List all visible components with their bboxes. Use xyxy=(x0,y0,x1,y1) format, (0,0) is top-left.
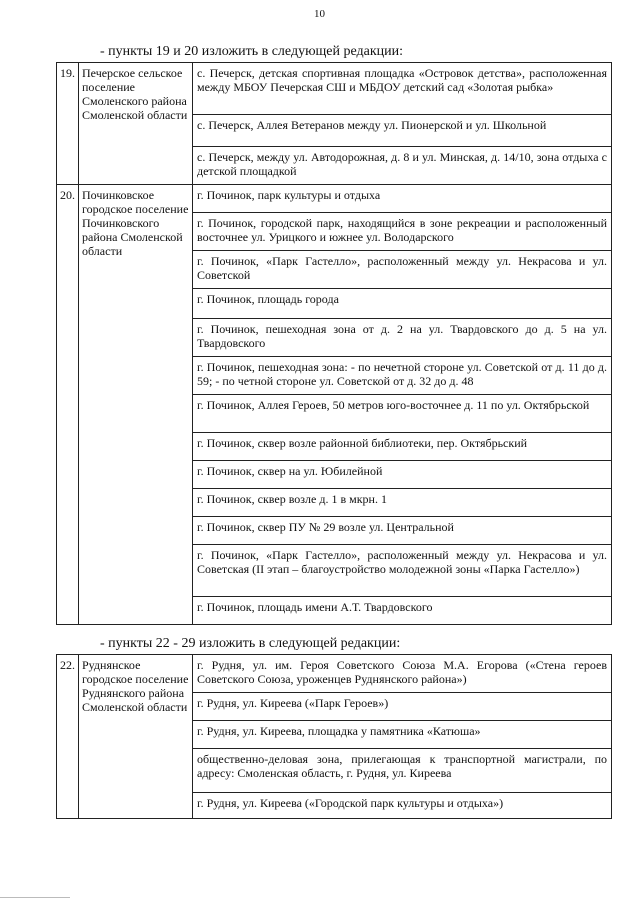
location-cell: г. Рудня, ул. Киреева («Парк Героев») xyxy=(193,693,612,721)
location-cell: с. Печерск, между ул. Автодорожная, д. 8 и ул. Минская, д. 14/10, зона отдыха с детской площадкой xyxy=(193,147,612,185)
location-cell: г. Починок, сквер ПУ № 29 возле ул. Центральной xyxy=(193,517,612,545)
municipality-name: Печерское сельское поселение Смоленского района Смоленской области xyxy=(79,63,193,185)
location-cell: общественно-деловая зона, прилегающая к транспортной магистрали, по адресу: Смоленская область, г. Рудня, ул. Киреева xyxy=(193,749,612,793)
page-bottom-rule xyxy=(0,897,70,898)
location-cell: г. Починок, сквер на ул. Юбилейной xyxy=(193,461,612,489)
location-cell: г. Починок, пешеходная зона: - по нечетной стороне ул. Советской от д. 11 до д. 59; - по четной стороне ул. Советской от д. 32 до д. 48 xyxy=(193,357,612,395)
table-row xyxy=(57,655,612,693)
location-cell: г. Рудня, ул. Киреева, площадка у памятника «Катюша» xyxy=(193,721,612,749)
table-row xyxy=(57,63,612,115)
table-row xyxy=(57,185,612,213)
location-cell: г. Починок, парк культуры и отдыха xyxy=(193,185,612,213)
item-number: 19. xyxy=(57,63,79,185)
location-cell: г. Починок, площадь города xyxy=(193,289,612,319)
location-cell: с. Печерск, Аллея Ветеранов между ул. Пионерской и ул. Школьной xyxy=(193,115,612,147)
location-cell: с. Печерск, детская спортивная площадка «Островок детства», расположенная между МБОУ Печерская СШ и МБДОУ детский сад «Золотая рыбка» xyxy=(193,63,612,115)
amendment-instruction: - пункты 19 и 20 изложить в следующей редакции: xyxy=(100,44,404,59)
municipality-name: Починковское городское поселение Починковского района Смоленской области xyxy=(79,185,193,625)
municipality-name: Руднянское городское поселение Руднянского района Смоленской области xyxy=(79,655,193,819)
location-cell: г. Починок, Аллея Героев, 50 метров юго-восточнее д. 11 по ул. Октябрьской xyxy=(193,395,612,433)
location-cell: г. Починок, сквер возле д. 1 в мкрн. 1 xyxy=(193,489,612,517)
location-cell: г. Починок, городской парк, находящийся в зоне рекреации и расположенный восточнее ул. Урицкого и южнее ул. Володарского xyxy=(193,213,612,251)
amendment-instruction: - пункты 22 - 29 изложить в следующей редакции: xyxy=(100,636,401,651)
page-number: 10 xyxy=(314,8,325,20)
regulation-table xyxy=(56,654,612,819)
location-cell: г. Починок, «Парк Гастелло», расположенный между ул. Некрасова и ул. Советская (II этап – благоустройство молодежной зоны «Парка Гастелло») xyxy=(193,545,612,597)
item-number: 22. xyxy=(57,655,79,819)
location-cell: г. Починок, площадь имени А.Т. Твардовского xyxy=(193,597,612,625)
location-cell: г. Починок, сквер возле районной библиотеки, пер. Октябрьский xyxy=(193,433,612,461)
location-cell: г. Починок, «Парк Гастелло», расположенный между ул. Некрасова и ул. Советской xyxy=(193,251,612,289)
regulation-table xyxy=(56,62,612,625)
location-cell: г. Рудня, ул. Киреева («Городской парк культуры и отдыха») xyxy=(193,793,612,819)
location-cell: г. Рудня, ул. им. Героя Советского Союза М.А. Егорова («Стена героев Советского Союза, уроженцев Руднянского района») xyxy=(193,655,612,693)
location-cell: г. Починок, пешеходная зона от д. 2 на ул. Твардовского до д. 5 на ул. Твардовского xyxy=(193,319,612,357)
item-number: 20. xyxy=(57,185,79,625)
